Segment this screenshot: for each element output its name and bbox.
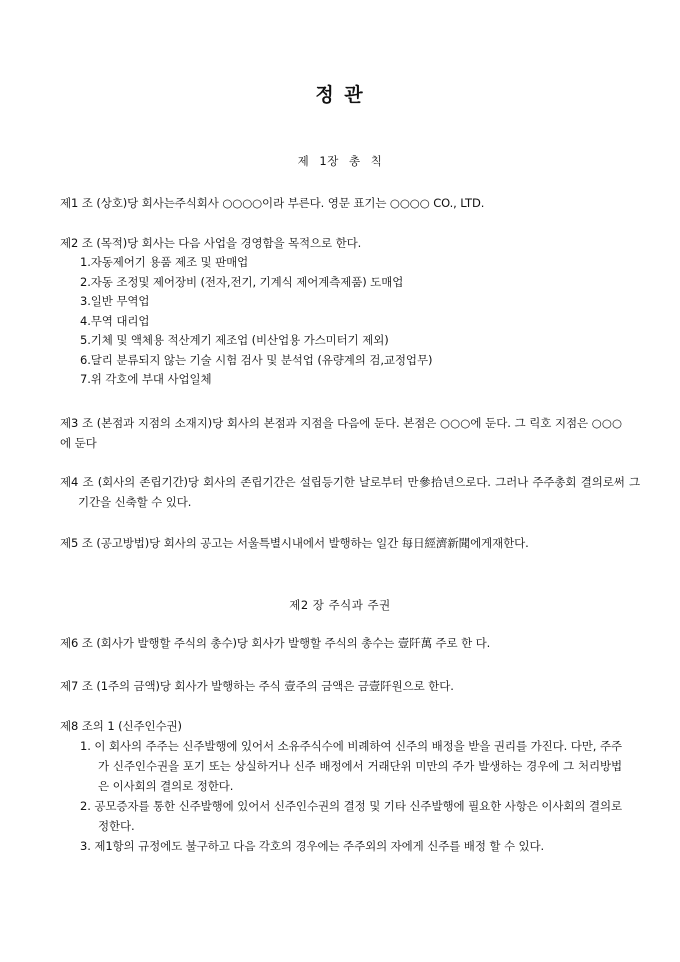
chapter-2-heading: 제2 장 주식과 주권 xyxy=(289,598,391,612)
article-2-item-3: 3.일반 무역업 xyxy=(80,294,150,308)
article-8 xyxy=(60,716,622,856)
article-2-item-7: 7.위 각호에 부대 사업일체 xyxy=(80,372,212,386)
article-2-item-6: 6.달리 분류되지 않는 기술 시험 검사 및 분석업 (유량계의 검,교정업무) xyxy=(80,352,433,367)
article-5: 제5 조 (공고방법)당 회사의 공고는 서울특별시내에서 발행하는 일간 每日經濟新聞에게재한다. xyxy=(60,536,529,550)
article-8-item-1: 1. 이 회사의 주주는 신주발행에 있어서 소유주식수에 비례하여 신주의 배정을 받을 권리를 가진다. 다만, 주주가 신주인수권을 포기 또는 상실하거나 신주 배정에서 거래단위 미만의 주가 발생하는 경우에 그 처리방법은 이사회의 결의로 정한다. xyxy=(80,739,622,793)
article-1: 제1 조 (상호)당 회사는주식회사 ○○○○이라 부른다. 영문 표기는 ○○○○ CO., LTD. xyxy=(60,196,485,210)
article-8-heading: 제8 조의 1 (신주인수권) xyxy=(60,719,182,733)
article-2-item-4: 4.무역 대리업 xyxy=(80,313,150,328)
article-2-heading: 제2 조 (목적)당 회사는 다음 사업을 경영함을 목적으로 한다. xyxy=(60,236,362,250)
article-6: 제6 조 (회사가 발행할 주식의 총수)당 회사가 발행할 주식의 총수는 壹阡萬 주로 한 다. xyxy=(60,636,491,650)
article-2 xyxy=(60,233,622,390)
article-8-item-3: 3. 제1항의 규정에도 불구하고 다음 각호의 경우에는 주주외의 자에게 신주를 배정 할 수 있다. xyxy=(80,839,545,853)
chapter-1-heading: 제 1장 총 칙 xyxy=(297,154,383,168)
article-8-item-2: 2. 공모증자를 통한 신주발행에 있어서 신주인수권의 결정 및 기타 신주발행에 필요한 사항은 이사회의 결의로 정한다. xyxy=(80,799,622,833)
article-2-item-2: 2.자동 조정및 제어장비 (전자,전기, 기계식 제어계측제품) 도매업 xyxy=(80,274,404,289)
document-title: 정 관 xyxy=(315,84,365,106)
article-4: 제4 조 (회사의 존립기간)당 회사의 존립기간은 설립등기한 날로부터 만參拾년으로다. 그러나 주주총회 결의로써 그 기간을 신축할 수 있다. xyxy=(60,475,640,509)
article-3: 제3 조 (본점과 지점의 소재지)당 회사의 본점과 지점을 다음에 둔다. 본점은 ○○○에 둔다. 그 릭호 지점은 ○○○에 둔다 xyxy=(60,416,622,450)
article-7: 제7 조 (1주의 금액)당 회사가 발행하는 주식 壹주의 금액은 금壹阡원으로 한다. xyxy=(60,679,454,693)
article-2-item-1: 1.자동제어기 용품 제조 및 판매업 xyxy=(80,255,249,269)
article-2-item-5: 5.기체 및 액체용 적산계기 제조업 (비산업용 가스미터기 제외) xyxy=(80,333,389,347)
